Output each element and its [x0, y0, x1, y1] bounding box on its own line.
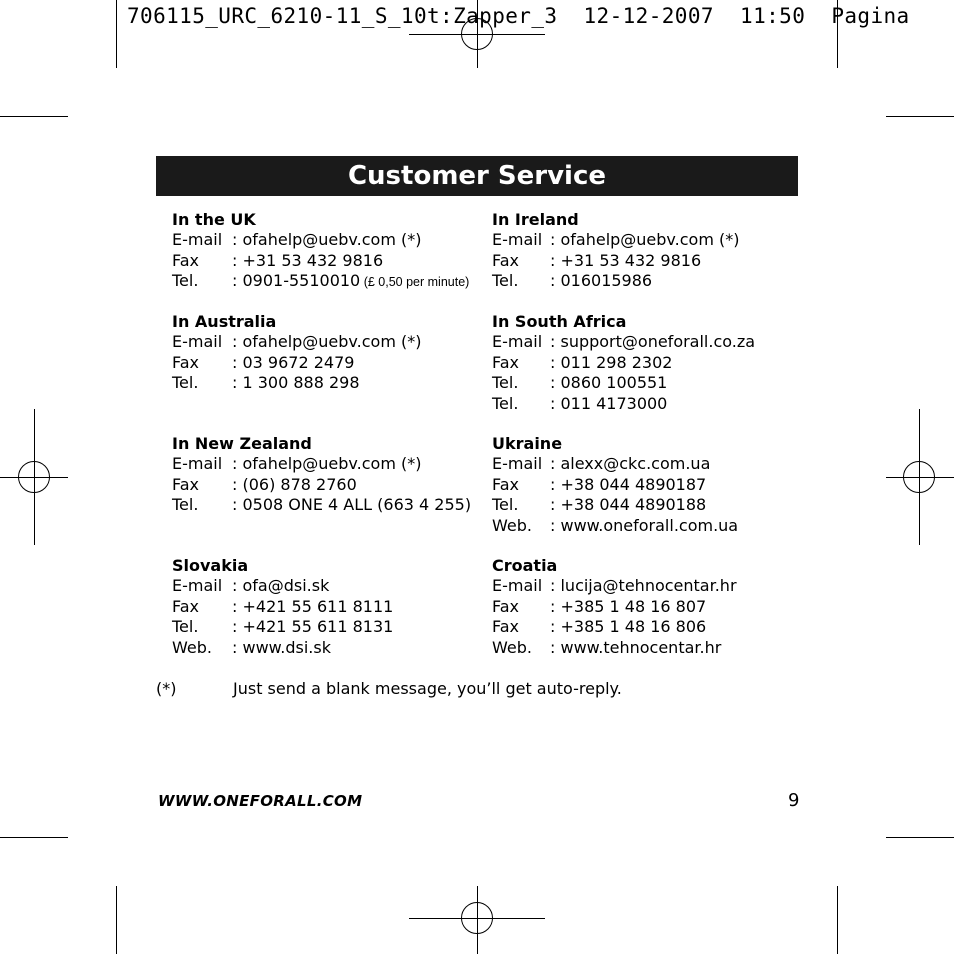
- row-value: : ofahelp@uebv.com (*): [550, 230, 740, 250]
- contact-row: [172, 475, 471, 495]
- row-value: : ofahelp@uebv.com (*): [232, 332, 422, 352]
- region-heading: In the UK: [172, 210, 256, 229]
- row-label: E-mail: [172, 454, 223, 474]
- contact-row: [172, 353, 421, 373]
- row-value: : +31 53 432 9816: [550, 250, 702, 270]
- row-value: : ofa@dsi.sk: [232, 576, 330, 596]
- contact-row: [172, 454, 471, 474]
- page-title-banner: Customer Service: [156, 156, 798, 196]
- crop-mark: [886, 837, 954, 838]
- row-value: : www.dsi.sk: [232, 637, 331, 657]
- row-value: : (06) 878 2760: [232, 474, 357, 494]
- row-label: E-mail: [172, 332, 223, 352]
- row-value: : +421 55 611 8111: [232, 596, 394, 616]
- registration-circle: [18, 461, 50, 493]
- row-value: : +38 044 4890188: [550, 495, 707, 515]
- region-heading: In Ireland: [492, 210, 579, 229]
- row-label: Fax: [172, 250, 200, 270]
- row-label: Fax: [492, 596, 520, 616]
- row-label: E-mail: [492, 454, 543, 474]
- contact-row: [492, 353, 755, 373]
- registration-circle: [461, 902, 493, 934]
- row-value: : www.oneforall.com.ua: [550, 515, 739, 535]
- row-value: : 1 300 888 298: [232, 373, 360, 393]
- row-value: : support@oneforall.co.za: [550, 332, 756, 352]
- contact-row: [492, 617, 737, 637]
- row-label: Fax: [492, 250, 520, 270]
- row-label: Tel.: [492, 393, 519, 413]
- crop-mark: [886, 116, 954, 117]
- page-number: 9: [788, 790, 800, 811]
- row-label: E-mail: [492, 332, 543, 352]
- crop-mark: [116, 0, 117, 68]
- contact-row: [492, 576, 737, 596]
- row-value: : +421 55 611 8131: [232, 617, 394, 637]
- contact-row: [492, 495, 738, 515]
- rate-note: (£ 0,50 per minute): [360, 275, 470, 290]
- row-label: E-mail: [172, 576, 223, 596]
- contact-row: [492, 230, 739, 250]
- contact-row: [172, 230, 469, 250]
- footnote-text: Just send a blank message, you’ll get auto-reply.: [233, 679, 622, 698]
- contact-row: [492, 332, 755, 352]
- footnote-mark: (*): [156, 679, 177, 698]
- region-heading: In New Zealand: [172, 434, 312, 453]
- contact-row: [172, 251, 469, 271]
- row-value: : ofahelp@uebv.com (*): [232, 454, 422, 474]
- row-value: : 03 9672 2479: [232, 352, 355, 372]
- crop-mark: [0, 837, 68, 838]
- row-value: : www.tehnocentar.hr: [550, 637, 722, 657]
- row-value: : 0508 ONE 4 ALL (663 4 255): [232, 495, 472, 515]
- contact-block-croatia: [492, 556, 737, 658]
- contact-row: [172, 373, 421, 393]
- row-value: : 016015986: [550, 271, 653, 291]
- row-label: Tel.: [172, 495, 199, 515]
- row-label: Tel.: [172, 271, 199, 291]
- contact-row: [492, 516, 738, 536]
- registration-circle: [903, 461, 935, 493]
- row-label: E-mail: [492, 576, 543, 596]
- footnote: [156, 679, 622, 698]
- crop-mark: [0, 116, 68, 117]
- crop-mark: [116, 886, 117, 954]
- row-value: : +385 1 48 16 806: [550, 617, 707, 637]
- row-label: Tel.: [492, 271, 519, 291]
- row-label: Fax: [172, 474, 200, 494]
- contact-row: [492, 638, 737, 658]
- row-label: Web.: [492, 515, 532, 535]
- row-value: : +385 1 48 16 807: [550, 596, 707, 616]
- row-value: : ofahelp@uebv.com (*): [232, 230, 422, 250]
- row-value: : 011 298 2302: [550, 352, 673, 372]
- contact-row: [492, 394, 755, 414]
- row-label: Web.: [172, 637, 212, 657]
- row-label: Web.: [492, 637, 532, 657]
- row-label: Tel.: [492, 373, 519, 393]
- contact-row: [492, 251, 739, 271]
- row-label: Fax: [492, 617, 520, 637]
- contact-row: [492, 597, 737, 617]
- contact-block-australia: [172, 312, 421, 394]
- contact-row: [492, 454, 738, 474]
- region-heading: In South Africa: [492, 312, 627, 331]
- row-value: : 0860 100551: [550, 373, 668, 393]
- row-value: : 0901-5510010: [232, 271, 361, 291]
- row-value: : 011 4173000: [550, 393, 668, 413]
- contact-row: [492, 271, 739, 291]
- row-label: E-mail: [492, 230, 543, 250]
- contact-row: [172, 271, 469, 291]
- row-value: : +38 044 4890187: [550, 474, 707, 494]
- contact-row: [492, 373, 755, 393]
- contact-block-uk: [172, 210, 469, 292]
- region-heading: Croatia: [492, 556, 558, 575]
- row-label: Tel.: [172, 373, 199, 393]
- footer-website: WWW.ONEFORALL.COM: [158, 792, 363, 810]
- region-heading: Slovakia: [172, 556, 249, 575]
- row-label: E-mail: [172, 230, 223, 250]
- contact-row: [172, 332, 421, 352]
- row-value: : +31 53 432 9816: [232, 250, 384, 270]
- region-heading: Ukraine: [492, 434, 563, 453]
- contact-block-ukraine: [492, 434, 738, 536]
- row-value: : alexx@ckc.com.ua: [550, 454, 711, 474]
- contact-row: [172, 597, 393, 617]
- row-label: Fax: [172, 596, 200, 616]
- contact-block-new-zealand: [172, 434, 471, 516]
- contact-row: [172, 617, 393, 637]
- print-slug-line: 706115_URC_6210-11_S_10t:Zapper_3 12-12-2007 11:50 Pagina: [127, 4, 910, 28]
- contact-row: [492, 475, 738, 495]
- row-label: Fax: [492, 474, 520, 494]
- row-label: Tel.: [172, 617, 199, 637]
- contact-block-south-africa: [492, 312, 755, 414]
- crop-mark: [837, 886, 838, 954]
- row-value: : lucija@tehnocentar.hr: [550, 576, 737, 596]
- region-heading: In Australia: [172, 312, 277, 331]
- contact-block-ireland: [492, 210, 739, 292]
- contact-block-slovakia: [172, 556, 393, 658]
- row-label: Fax: [172, 352, 200, 372]
- contact-row: [172, 638, 393, 658]
- contact-row: [172, 495, 471, 515]
- contact-row: [172, 576, 393, 596]
- row-label: Tel.: [492, 495, 519, 515]
- row-label: Fax: [492, 352, 520, 372]
